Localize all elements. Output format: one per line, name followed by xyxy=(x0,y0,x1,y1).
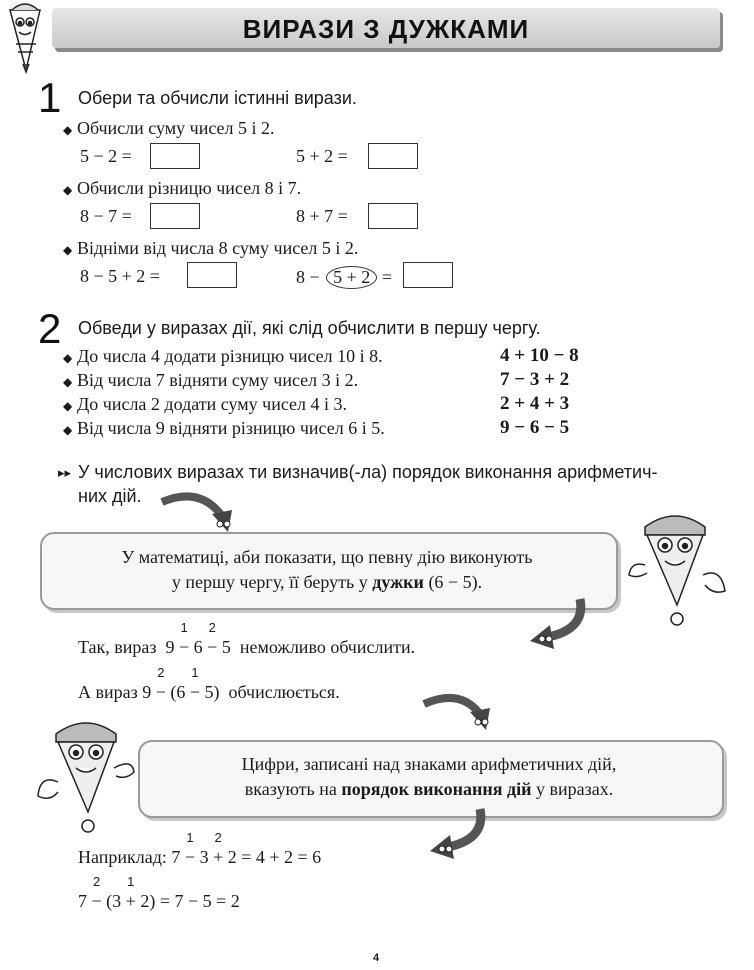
task2-item4-text: Від числа 9 відняти різницю чисел 6 і 5. xyxy=(77,418,385,438)
task1-item1 xyxy=(63,118,275,139)
operand: 7 xyxy=(78,891,87,911)
task1-item1-text: Обчисли суму чисел 5 і 2. xyxy=(77,118,275,138)
operator xyxy=(184,830,196,868)
rule2-keyword: порядок виконання дій xyxy=(341,779,532,799)
task2-item4-expr[interactable]: 9 − 6 − 5 xyxy=(500,417,570,438)
task2-item2-text: Від числа 7 відняти суму чисел 3 і 2. xyxy=(77,370,359,390)
teacher-mascot-icon xyxy=(34,712,139,837)
task1-item3-expr-left: 8 − 5 + 2 = xyxy=(80,266,160,286)
answer-box[interactable] xyxy=(368,143,418,169)
task2-number: 2 xyxy=(38,305,62,352)
order-number: 2 xyxy=(214,830,222,845)
bullet-icon: ◆ xyxy=(63,399,73,413)
example4 xyxy=(78,874,240,912)
bullet-icon: ◆ xyxy=(63,243,73,257)
curved-arrow-icon xyxy=(420,805,490,865)
task2-item1-text: До числа 4 додати різницю чисел 10 і 8. xyxy=(77,346,383,366)
operand: 7 xyxy=(171,847,181,867)
operand: (3 xyxy=(106,891,122,911)
task2-item3 xyxy=(63,394,347,415)
rule1-line1: У математиці, аби показати, що певну дію виконують xyxy=(121,547,533,567)
task1-item2 xyxy=(63,178,301,199)
expr-part: 8 − xyxy=(296,267,320,287)
answer-box[interactable] xyxy=(150,143,200,169)
task1-instruction: Обери та обчисли істинні вирази. xyxy=(78,88,357,108)
task1-item3 xyxy=(63,238,358,259)
rule2-line2 xyxy=(138,777,720,802)
operator-sign: − xyxy=(207,637,218,657)
operand: 2) xyxy=(140,891,156,911)
example2 xyxy=(78,665,340,703)
note-line2: них дій. xyxy=(78,486,142,506)
task2-item4 xyxy=(63,418,385,439)
operator-sign: + xyxy=(125,891,136,911)
example-suffix: обчислюється. xyxy=(228,682,340,702)
operand: 2 xyxy=(227,847,237,867)
operator xyxy=(125,874,136,912)
task1-number: 1 xyxy=(38,74,62,121)
curved-arrow-icon xyxy=(520,595,590,655)
order-number: 1 xyxy=(127,874,135,889)
task1-item3-expr-right xyxy=(296,266,392,289)
task2-item1-expr[interactable]: 4 + 10 − 8 xyxy=(500,345,579,366)
task2-item1 xyxy=(63,346,383,367)
pencil-mascot-icon xyxy=(2,0,48,78)
task2-item3-expr[interactable]: 2 + 4 + 3 xyxy=(500,393,570,414)
order-number: 2 xyxy=(208,620,216,635)
order-number: 2 xyxy=(157,665,165,680)
curved-arrow-icon xyxy=(420,690,500,738)
rule2-text: вказують на xyxy=(244,779,342,799)
example-suffix: неможливо обчислити. xyxy=(239,637,416,657)
operand: 5 xyxy=(221,637,231,657)
circled-action: 5 + 2 xyxy=(326,266,377,289)
operator-sign: − xyxy=(179,637,190,657)
operand: (6 xyxy=(170,682,186,702)
task2-item3-text: До числа 2 додати суму чисел 4 і 3. xyxy=(77,394,348,414)
title-banner xyxy=(52,8,720,48)
bullet-icon: ◆ xyxy=(63,183,73,197)
operator-sign: + xyxy=(213,847,224,867)
rule2-line1: Цифри, записані над знаками арифметичних дій, xyxy=(241,754,617,774)
rule1-text: (6 − 5). xyxy=(423,572,483,592)
rule1-text: у першу чергу, її беруть у xyxy=(171,572,373,592)
operator-sign: − xyxy=(91,891,102,911)
answer-box[interactable] xyxy=(187,262,237,288)
task2-item2-expr[interactable]: 7 − 3 + 2 xyxy=(500,369,570,390)
expr-part: = xyxy=(381,267,392,287)
operator xyxy=(155,665,166,703)
answer-box[interactable] xyxy=(150,203,200,229)
note-line1: У числових виразах ти визначив(-ла) порядок виконання арифметич- xyxy=(78,462,658,482)
task2-item2 xyxy=(63,370,358,391)
task1-item3-text: Відніми від числа 8 суму чисел 5 і 2. xyxy=(77,238,359,258)
page-title: ВИРАЗИ З ДУЖКАМИ xyxy=(242,14,530,44)
example-prefix: А вираз xyxy=(78,682,138,702)
example-rest: = 7 − 5 = 2 xyxy=(159,891,240,911)
rule1-line2 xyxy=(40,570,614,595)
answer-box[interactable] xyxy=(368,203,418,229)
task1-item2-expr-right: 8 + 7 = xyxy=(296,206,348,226)
operand: 5) xyxy=(204,682,220,702)
page-number: 4 xyxy=(373,952,380,964)
task1-item1-expr-right: 5 + 2 = xyxy=(296,146,348,166)
example-prefix: Так, вираз xyxy=(78,637,157,657)
operator xyxy=(179,620,190,658)
task1-item2-text: Обчисли різницю чисел 8 і 7. xyxy=(77,178,302,198)
task1-item1-expr-left: 5 − 2 = xyxy=(80,146,132,166)
operator-sign: − xyxy=(155,682,166,702)
operator xyxy=(213,830,224,868)
operator-sign: − xyxy=(184,847,196,867)
bullet-icon: ◆ xyxy=(63,423,73,437)
teacher-mascot-icon xyxy=(625,505,730,630)
operator xyxy=(207,620,218,658)
operand: 9 xyxy=(142,682,152,702)
order-number: 1 xyxy=(191,665,199,680)
operand: 3 xyxy=(199,847,209,867)
example3 xyxy=(78,830,322,868)
rule1-keyword: дужки xyxy=(372,572,424,592)
bullet-icon: ◆ xyxy=(63,351,73,365)
task2-instruction: Обведи у виразах дії, які слід обчислити в першу чергу. xyxy=(78,318,541,338)
example1 xyxy=(78,620,416,658)
double-arrow-icon: ▸▸ xyxy=(58,466,72,481)
bullet-icon: ◆ xyxy=(63,375,73,389)
order-number: 1 xyxy=(180,620,188,635)
operand: 6 xyxy=(193,637,203,657)
bullet-icon: ◆ xyxy=(63,123,73,137)
order-number: 1 xyxy=(186,830,194,845)
rule2-text: у виразах. xyxy=(531,779,614,799)
operator-sign: − xyxy=(189,682,201,702)
example-prefix: Наприклад: xyxy=(78,847,167,867)
operator xyxy=(91,874,102,912)
order-number: 2 xyxy=(92,874,101,889)
example-rest: = 4 + 2 = 6 xyxy=(241,847,322,867)
operand: 9 xyxy=(165,637,175,657)
answer-box[interactable] xyxy=(403,262,453,288)
operator xyxy=(189,665,201,703)
task1-item2-expr-left: 8 − 7 = xyxy=(80,206,132,226)
